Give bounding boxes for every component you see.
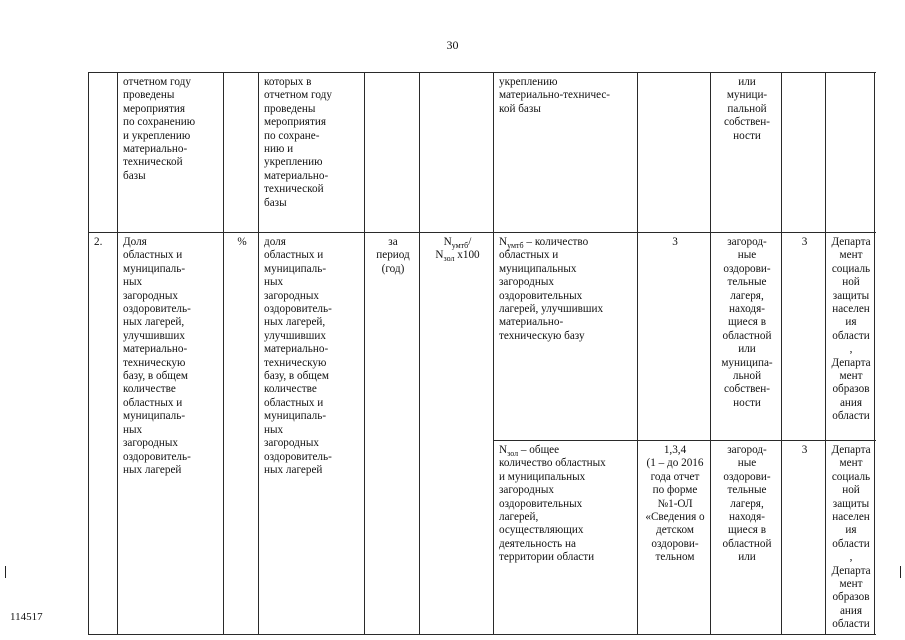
cell-period: за период (год) [365,233,420,635]
formula-symbol-n: N [435,249,444,262]
cell-indicator-definition: доля областных и муниципаль- ных загородных оздоровитель- ных лагерей, улучшивших материально- техническую базу, в общем количестве областных и муниципаль- ных загородных оздоровитель- ных лагерей [259,233,365,635]
cell-responsible: Департамент социальной защиты населения области, Департамент образования области [826,441,875,635]
formula-subscript-zol: зол [443,254,455,264]
cell-method: 3 [782,441,826,635]
indicator-table [88,72,875,635]
formula-subscript-umtb: умтб [451,241,469,251]
cell-scope: или муници- пальной собствен- ности [711,73,782,233]
cell-source: 3 [638,233,711,441]
cell-component-n-zol [494,441,638,635]
cell-scope: загород- ные оздорови- тельные лагеря, находя- щиеся в областной или [711,441,782,635]
cell-component-n-umtb [494,233,638,441]
component-subscript: умтб [507,241,524,251]
cell-indicator-name: Доля областных и муниципаль- ных загородных оздоровитель- ных лагерей, улучшивших материально- техническую базу, в общем количестве областных и муниципаль- ных загородных оздоровитель- ных лагерей [118,233,224,635]
formula-slash: / [468,236,472,248]
cell-period [365,73,420,233]
component-description: – общее количество областных и муниципальных загородных оздоровительных лагерей, осуществляющих деятельность на территории области [499,444,606,564]
component-description: – количество областных и муниципальных загородных оздоровительных лагерей, улучшивших материально- техническую базу [499,236,604,342]
scan-edge-mark-left [5,566,6,578]
cell-number: 2. [89,233,118,635]
component-symbol: N [499,444,508,456]
cell-scope: загород- ные оздорови- тельные лагеря, находя- щиеся в областной или муниципа- льной собствен- ности [711,233,782,441]
table-row-continuation [89,73,875,233]
component-subscript: зол [507,449,519,459]
cell-indicator-name: отчетном году проведены мероприятия по сохранению и укреплению материально- технической базы [118,73,224,233]
cell-source: 1,3,4 (1 – до 2016 года отчет по форме №1-ОЛ «Сведения о детском оздорови- тельном [638,441,711,635]
page-number: 30 [446,38,459,52]
cell-formula [420,233,494,635]
cell-component: укреплению материально-техничес- кой базы [494,73,638,233]
cell-source [638,73,711,233]
scan-edge-mark-right [900,566,901,578]
cell-number [89,73,118,233]
cell-unit [224,73,259,233]
table-row-indicator-2 [89,233,875,441]
formula-multiplier: х100 [454,249,480,262]
cell-method [782,73,826,233]
cell-responsible [826,73,875,233]
cell-unit: % [224,233,259,635]
cell-method: 3 [782,233,826,441]
cell-responsible: Департамент социальной защиты населения области, Департамент образования области [826,233,875,441]
component-symbol: N [499,236,508,248]
cell-formula [420,73,494,233]
formula-symbol-n: N [443,236,452,248]
document-code: 114517 [10,611,43,623]
cell-indicator-definition: которых в отчетном году проведены мероприятия по сохране- нию и укреплению материально- технической базы [259,73,365,233]
